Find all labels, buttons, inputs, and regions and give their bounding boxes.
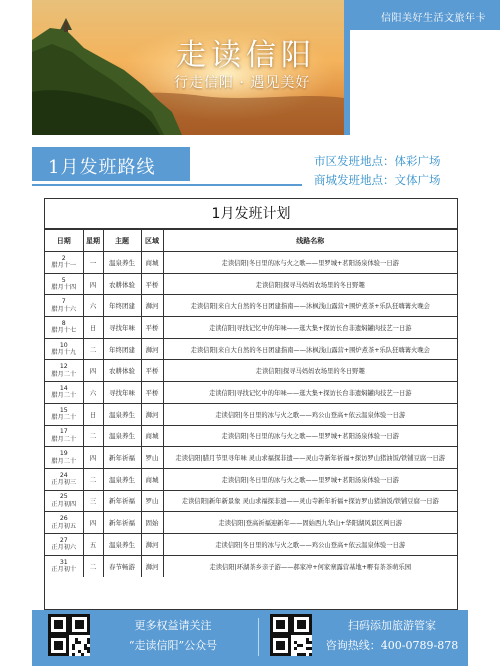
section-underline [32,184,302,186]
banner-title: 走读信阳 [176,38,316,73]
banner-subtitle: 行走信阳 · 遇见美好 [174,75,311,91]
date-cell: 12 腊月二十 [45,360,83,382]
area-cell: 固始 [141,512,163,534]
theme-cell: 寻找年味 [103,317,141,339]
route-cell: 走读信阳|冬日里的冰与火之歌——里罗城+茗阳汤泉体验一日游 [163,425,457,447]
route-cell: 走读信阳|冬日里的冰与火之歌——里罗城+茗阳汤泉体验一日游 [163,252,457,274]
travel-butler-contact [322,616,462,656]
area-cell: 商城 [141,252,163,274]
official-account-name: “走读信阳”公众号 [128,639,218,652]
area-cell: 罗山 [141,490,163,512]
weekday-cell: 六 [83,295,103,317]
banner-tagline: 信阳美好生活文旅年卡 [381,13,486,24]
schedule-table [44,198,458,610]
area-cell: 平桥 [141,317,163,339]
date-cell: 19 腊月二十 [45,447,83,469]
route-cell: 走读信阳|来自大自然的冬日团建指南——沐枫浅山露营+围炉煮茶+乐队狂嗨篝火晚会 [163,338,457,360]
table-row [45,273,457,295]
table-row [45,533,457,555]
weekday-cell: 四 [83,447,103,469]
date-cell: 8 腊月十七 [45,317,83,339]
qr-code-icon[interactable] [48,614,90,656]
column-header-theme: 主题 [103,230,141,252]
date-cell: 10 腊月十九 [45,338,83,360]
route-cell: 走读信阳|环湖茶乡亲子游——郝家冲+何家寨露营基地+嘢有茶茶萌乐园 [163,555,457,577]
column-header-weekday: 星期 [83,230,103,252]
column-header-date: 日期 [45,230,83,252]
area-cell: 商城 [141,425,163,447]
footer-bar [32,610,468,666]
area-cell: 平桥 [141,382,163,404]
date-cell: 14 腊月二十 [45,382,83,404]
theme-cell: 新年祈福 [103,447,141,469]
date-cell: 25 正月初四 [45,490,83,512]
scan-prompt: 扫码添加旅游管家 [348,619,436,632]
table-row [45,425,457,447]
table-row [45,512,457,534]
weekday-cell: 二 [83,425,103,447]
area-cell: 浉河 [141,295,163,317]
theme-cell: 春节畅游 [103,555,141,577]
table-title: 1月发班计划 [45,199,457,229]
table-row [45,252,457,274]
weekday-cell: 一 [83,252,103,274]
weekday-cell: 二 [83,555,103,577]
date-cell: 24 正月初三 [45,468,83,490]
theme-cell: 年终团建 [103,295,141,317]
column-header-area: 区域 [141,230,163,252]
theme-cell: 寻找年味 [103,382,141,404]
table-row [45,490,457,512]
area-cell: 浉河 [141,533,163,555]
theme-cell: 农耕体验 [103,360,141,382]
theme-cell: 年终团建 [103,338,141,360]
theme-cell: 温泉养生 [103,252,141,274]
theme-cell: 农耕体验 [103,273,141,295]
follow-prompt: 更多权益请关注 [134,619,212,632]
date-cell: 26 正月初五 [45,512,83,534]
qr-code-icon[interactable] [270,614,312,656]
header-banner [0,0,500,135]
date-cell: 7 腊月十六 [45,295,83,317]
hotline: 咨询热线：400-0789-878 [325,639,459,652]
route-cell: 走读信阳|腊月节里寻年味 灵山求福探非遗——灵山寺新年祈福+探访罗山猪油饭/铁铺豆腐一日游 [163,447,457,469]
column-header-route: 线路名称 [163,230,457,252]
route-cell: 走读信阳|寻找记忆中的年味——逛大集+探访长台非遗焖罐肉技艺一日游 [163,382,457,404]
theme-cell: 新年祈福 [103,490,141,512]
weekday-cell: 日 [83,403,103,425]
route-cell: 走读信阳|冬日里的冰与火之歌——里罗城+茗阳汤泉体验一日游 [163,468,457,490]
weekday-cell: 四 [83,273,103,295]
departure-locations [314,152,441,190]
date-cell: 2 腊月十一 [45,252,83,274]
route-cell: 走读信阳|探寻马妈妈农场里的冬日野趣 [163,273,457,295]
weekday-cell: 二 [83,338,103,360]
area-cell: 罗山 [141,447,163,469]
route-cell: 走读信阳|冬日里的冰与火之歌——鸡公山登高+依云温泉体验一日游 [163,403,457,425]
route-cell: 走读信阳|寻找记忆中的年味——逛大集+探访长台非遗焖罐肉技艺一日游 [163,317,457,339]
route-cell: 走读信阳|探寻马妈妈农场里的冬日野趣 [163,360,457,382]
table-row [45,295,457,317]
table-row [45,317,457,339]
route-cell: 走读信阳|新年新景象 灵山求福探非遗——灵山寺新年祈福+探访罗山猪油饭/铁铺豆腐一日游 [163,490,457,512]
date-cell: 27 正月初六 [45,533,83,555]
table-row [45,447,457,469]
table-row [45,403,457,425]
table-row [45,360,457,382]
area-cell: 浉河 [141,555,163,577]
table-row [45,382,457,404]
table-row [45,468,457,490]
area-cell: 平桥 [141,273,163,295]
shangcheng-departure-location: 商城发班地点：文体广场 [314,173,441,187]
area-cell: 浉河 [141,403,163,425]
theme-cell: 温泉养生 [103,403,141,425]
weekday-cell: 三 [83,490,103,512]
route-cell: 走读信阳|登高祈福迎新年——固始西九华山+华阳湖风景区两日游 [163,512,457,534]
section-title: 1月发班路线 [48,157,156,178]
theme-cell: 温泉养生 [103,425,141,447]
route-cell: 走读信阳|来自大自然的冬日团建指南——沐枫浅山露营+围炉煮茶+乐队狂嗨篝火晚会 [163,295,457,317]
area-cell: 平桥 [141,360,163,382]
footer-divider [258,618,259,656]
urban-departure-location: 市区发班地点：体彩广场 [314,154,441,168]
route-cell: 走读信阳|冬日里的冰与火之歌——鸡公山登高+依云温泉体验一日游 [163,533,457,555]
date-cell: 31 正月初十 [45,555,83,577]
area-cell: 浉河 [141,338,163,360]
weekday-cell: 五 [83,533,103,555]
theme-cell: 温泉养生 [103,533,141,555]
date-cell: 17 腊月二十 [45,425,83,447]
theme-cell: 新年祈福 [103,512,141,534]
weekday-cell: 二 [83,468,103,490]
date-cell: 15 腊月二十 [45,403,83,425]
date-cell: 5 腊月十四 [45,273,83,295]
weekday-cell: 日 [83,317,103,339]
weekday-cell: 四 [83,512,103,534]
table-row [45,338,457,360]
table-header-row [45,230,457,252]
follow-official-account [98,616,248,656]
theme-cell: 温泉养生 [103,468,141,490]
table-row [45,555,457,577]
weekday-cell: 四 [83,360,103,382]
weekday-cell: 六 [83,382,103,404]
area-cell: 商城 [141,468,163,490]
